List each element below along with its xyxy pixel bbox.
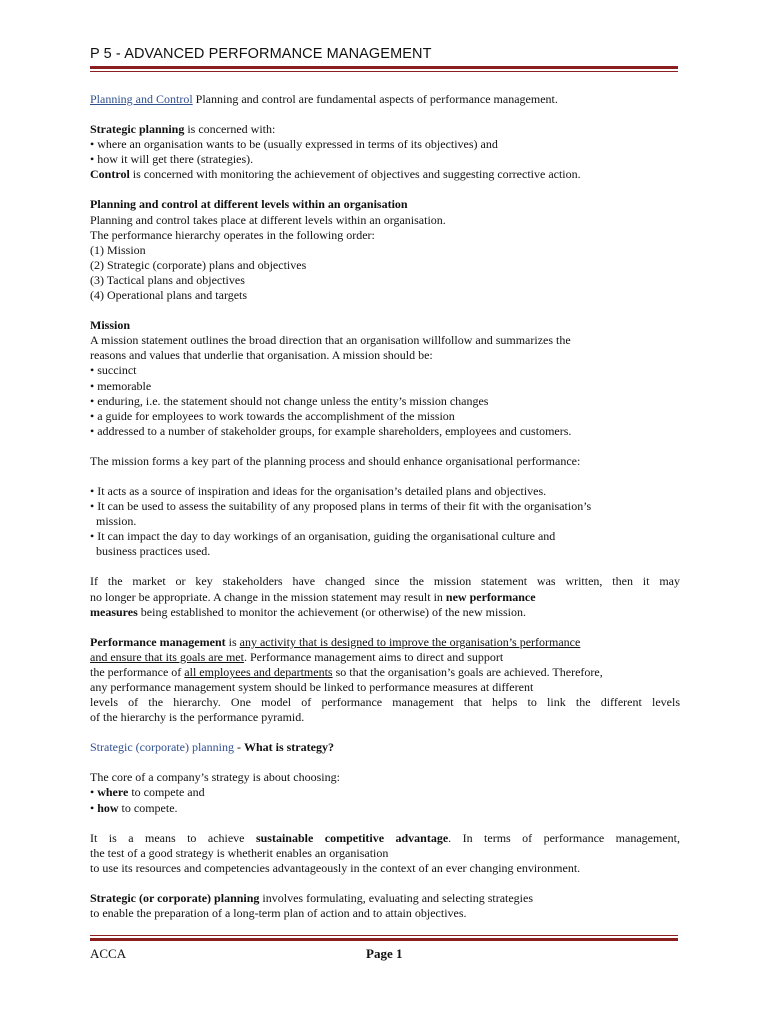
bullet: • It can impact the day to day workings of an organisation, guiding the organisational culture and (90, 529, 556, 544)
text-line: and ensure that its goals are met. Performance management aims to direct and support (90, 649, 504, 664)
footer-rule-thick (90, 938, 678, 941)
bullet: • a guide for employees to work towards the accomplishment of the mission (90, 408, 455, 423)
header-rule-thin (90, 71, 678, 72)
control-line: Control is concerned with monitoring the achievement of objectives and suggesting corrective action. (90, 167, 581, 182)
planning-control-link[interactable]: Planning and Control (90, 92, 193, 106)
text-line: It is a means to achieve sustainable competitive advantage. In terms of performance management, (90, 830, 680, 845)
text-line: measures being established to monitor the achievement (or otherwise) of the new mission. (90, 604, 527, 619)
bullet-continuation: mission. (96, 514, 137, 529)
bullet: • addressed to a number of stakeholder groups, for example shareholders, employees and customers. (90, 423, 572, 438)
text-line: If the market or key stakeholders have changed since the mission statement was written, then it may (90, 574, 680, 589)
list-item: (3) Tactical plans and objectives (90, 272, 245, 287)
text-line: The core of a company’s strategy is about choosing: (90, 770, 340, 785)
list-item: (2) Strategic (corporate) plans and objectives (90, 257, 307, 272)
bullet-continuation: business practices used. (96, 544, 211, 559)
bullet: • succinct (90, 363, 137, 378)
bullet: • how to compete. (90, 800, 178, 815)
header-rule-thick (90, 66, 678, 69)
bullet: • memorable (90, 378, 152, 393)
text-line: no longer be appropriate. A change in the mission statement may result in new performance (90, 589, 536, 604)
bullet: • enduring, i.e. the statement should not change unless the entity’s mission changes (90, 393, 489, 408)
text-line: to use its resources and competencies advantageously in the context of an ever changing environment. (90, 860, 581, 875)
bullet: • where to compete and (90, 785, 205, 800)
bullet: • how it will get there (strategies). (90, 152, 254, 167)
text-line: any performance management system should be linked to performance measures at different (90, 680, 534, 694)
performance-management-line: Performance management is any activity that is designed to improve the organisation’s performance (90, 634, 581, 649)
bullet: • where an organisation wants to be (usually expressed in terms of its objectives) and (90, 137, 498, 152)
document-body (90, 92, 680, 921)
text-line: the test of a good strategy is whetherit enables an organisation (90, 845, 389, 860)
text-line: A mission statement outlines the broad direction that an organisation willfollow and summarizes the (90, 333, 571, 348)
list-item: (1) Mission (90, 242, 146, 257)
levels-heading: Planning and control at different levels within an organisation (90, 197, 408, 212)
text-line: to enable the preparation of a long-term plan of action and to attain objectives. (90, 906, 467, 921)
text-line: Planning and control takes place at different levels within an organisation. (90, 212, 446, 227)
text-line: the performance of all employees and departments so that the organisation’s goals are achieved. Therefore, (90, 664, 603, 679)
bullet: • It acts as a source of inspiration and ideas for the organisation’s detailed plans and objectives. (90, 483, 547, 498)
text-line: reasons and values that underlie that organisation. A mission should be: (90, 348, 433, 363)
intro-paragraph: Planning and Control Planning and control are fundamental aspects of performance management. (90, 92, 558, 106)
text-line: of the hierarchy is the performance pyramid. (90, 710, 305, 725)
strategy-heading: Strategic (corporate) planning - What is strategy? (90, 740, 334, 755)
text-line: levels of the hierarchy. One model of performance management that helps to link the different levels (90, 695, 680, 710)
header-title: P 5 - ADVANCED PERFORMANCE MANAGEMENT (90, 46, 432, 62)
strategic-planning-line: Strategic planning is concerned with: (90, 122, 276, 137)
footer-page-number: Page 1 (366, 946, 403, 961)
list-item: (4) Operational plans and targets (90, 288, 248, 303)
mission-heading: Mission (90, 318, 131, 333)
footer-left: ACCA (90, 946, 127, 961)
footer-rule-thin (90, 935, 678, 936)
text-line: The mission forms a key part of the planning process and should enhance organisational performance: (90, 453, 581, 468)
text-line: Strategic (or corporate) planning involves formulating, evaluating and selecting strategies (90, 890, 534, 905)
text-line: The performance hierarchy operates in the following order: (90, 227, 375, 242)
bullet: • It can be used to assess the suitability of any proposed plans in terms of their fit with the organisation’s (90, 499, 592, 514)
